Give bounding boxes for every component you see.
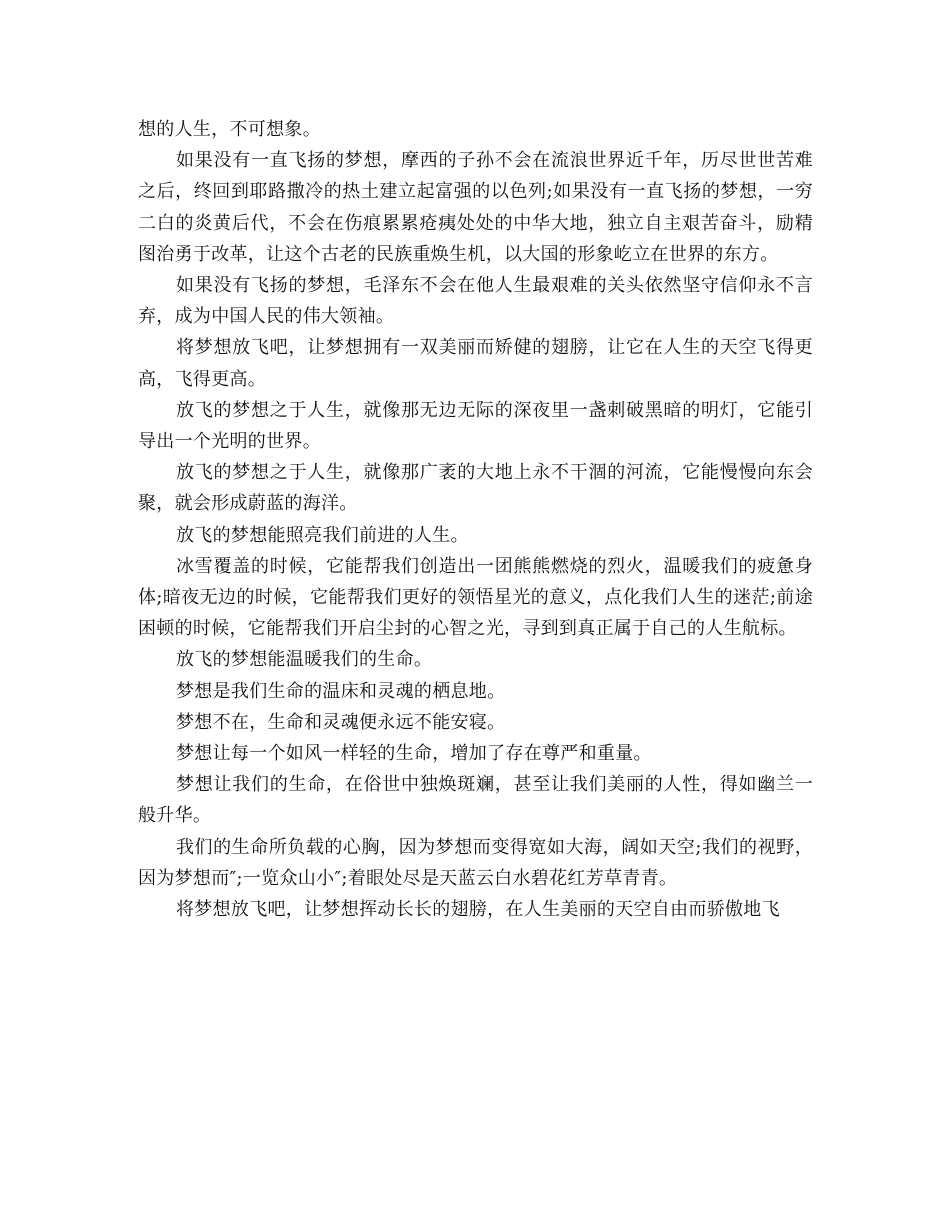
- paragraph-4: 将梦想放飞吧，让梦想拥有一双美丽而矫健的翅膀，让它在人生的天空飞得更高，飞得更高。: [138, 337, 813, 390]
- paragraph-8: 冰雪覆盖的时候，它能帮我们创造出一团熊熊燃烧的烈火，温暖我们的疲惫身体;暗夜无边的时候，它能帮我们更好的领悟星光的意义，点化我们人生的迷茫;前途困顿的时候，它能帮我们开启尘封的心智之光，寻到到真正属于自己的人生航标。: [138, 555, 813, 640]
- paragraph-6: 放飞的梦想之于人生，就像那广袤的大地上永不干涸的河流，它能慢慢向东会聚，就会形成蔚蓝的海洋。: [138, 462, 813, 515]
- paragraph-12: 梦想让每一个如风一样轻的生命，增加了存在尊严和重量。: [176, 743, 652, 765]
- paragraph-13: 梦想让我们的生命，在俗世中独焕斑斓，甚至让我们美丽的人性，得如幽兰一般升华。: [138, 774, 813, 827]
- paragraph-9: 放飞的梦想能温暖我们的生命。: [176, 649, 433, 671]
- paragraph-2: 如果没有一直飞扬的梦想，摩西的子孙不会在流浪世界近千年，历尽世世苦难之后，终回到耶路撒冷的热土建立起富强的以色列;如果没有一直飞扬的梦想，一穷二白的炎黄后代，不会在伤痕累累疮痍处处的中华大地，独立自主艰苦奋斗，励精图治勇于改革，让这个古老的民族重焕生机，以大国的形象屹立在世界的东方。: [138, 150, 813, 265]
- paragraph-10: 梦想是我们生命的温床和灵魂的栖息地。: [176, 680, 506, 702]
- paragraph-5: 放飞的梦想之于人生，就像那无边无际的深夜里一盏刺破黑暗的明灯，它能引导出一个光明的世界。: [138, 399, 813, 453]
- paragraph-3: 如果没有飞扬的梦想，毛泽东不会在他人生最艰难的关头依然坚守信仰永不言弃，成为中国人民的伟大领袖。: [138, 275, 813, 328]
- document-page: [138, 114, 813, 925]
- paragraph-14: 我们的生命所负载的心胸，因为梦想而变得宽如大海，阔如天空;我们的视野，因为梦想而″;一览众山小″;着眼处尽是天蓝云白水碧花红芳草青青。: [138, 836, 813, 889]
- paragraph-15: 将梦想放飞吧，让梦想挥动长长的翅膀，在人生美丽的天空自由而骄傲地飞: [176, 899, 780, 921]
- paragraph-1: 想的人生，不可想象。: [138, 119, 321, 140]
- paragraph-11: 梦想不在，生命和灵魂便永远不能安寝。: [176, 711, 506, 733]
- paragraph-7: 放飞的梦想能照亮我们前进的人生。: [176, 524, 469, 546]
